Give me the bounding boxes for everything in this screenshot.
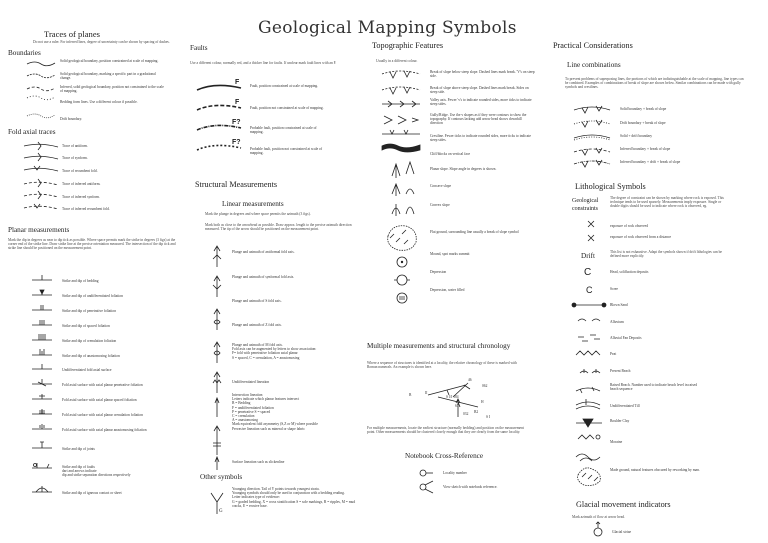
- axial-item: Trace of antiform.: [62, 144, 89, 148]
- axial-item: Trace of inferred synform.: [62, 195, 100, 199]
- drift-item: Scree: [610, 287, 618, 291]
- linear-item: Plunge and azimuth of S fold axis.: [232, 299, 282, 303]
- practical-note: To prevent problems of superposing lines, the portions of which are indistinguishable at the scale of mapping, line types can be combined. Examples of combinations of break of slope are shown below. Similar combinations can be made with gully symbols and crestlines.: [565, 77, 744, 90]
- svg-text:C: C: [584, 267, 592, 278]
- drift-item: Moraine: [610, 440, 623, 444]
- boundary-item: Inferred, solid geological boundary, position not constrained to the scale of mapping.: [60, 85, 164, 94]
- drift-item: Undifferentiated Till: [610, 404, 640, 408]
- glacial-heading: Glacial movement indicators: [576, 500, 671, 509]
- locality-circle: [420, 470, 426, 476]
- linear-item: Plunge and azimuth of M fold axis. Fold axis can be augmented by letters to show association: F= fold with penetrative foliation axial planar S = spaced, C = crenulation, A = anastomosing: [232, 343, 317, 360]
- svg-text:F?: F?: [232, 139, 241, 146]
- linear-item: Plunge and azimuth of antiformal fold axis.: [232, 250, 295, 254]
- linear-note: Mark the plunge in degrees and where space permits the azimuth (3 figs).: [205, 212, 311, 216]
- planar-item: Strike and dip of bedding: [62, 279, 99, 283]
- topo-item: Depression: [430, 270, 447, 274]
- drift-boundary-line: [27, 114, 55, 118]
- bedding-form-line: [27, 96, 55, 100]
- topo-item: Gully/Ridge. Use the v shapes as if they were contours to show the topography. If contours lacking add arrow head shows downhill direction: [430, 113, 527, 126]
- topo-item: Flat ground, surrounding line usually a break of slope symbol: [430, 230, 519, 234]
- antiform-arrows: [38, 142, 41, 150]
- chronology-label: 032: [463, 412, 469, 416]
- planar-item: Fold axial surface with axial planar penetrative foliation: [62, 383, 143, 387]
- solid-boundary-line: [27, 62, 55, 66]
- fault-item: Probable fault, position constrained at scale of mapping.: [250, 126, 317, 135]
- synform-axis-symbol: [213, 276, 221, 297]
- drift-note: This list is not exhaustive. Adapt the symbols shown if drift lithologies can be defined more explicitly.: [610, 250, 722, 259]
- linear-heading: Linear measurements: [222, 200, 284, 208]
- m-axis-symbol: [213, 372, 221, 393]
- drift-item: Made ground, natural features obscured by reworking by man.: [610, 468, 700, 472]
- combination-item: Solid + drift boundary: [620, 134, 653, 138]
- topo-item: Mound, spot marks summit: [430, 252, 470, 256]
- line-combinations-heading: Line combinations: [567, 61, 621, 69]
- combination-item: Inferred boundary + drift + break of slope: [620, 160, 681, 164]
- multiple-heading: Multiple measurements and structural chronology: [367, 342, 511, 350]
- topo-note: Usually in a different colour.: [376, 59, 418, 63]
- planar-heading: Planar measurements: [8, 226, 70, 234]
- drift-item: Alluvial Fan Deposits: [610, 336, 642, 340]
- fault-item: Probable fault, position not constrained at scale of mapping.: [250, 147, 323, 156]
- linear-note: Mark both as close to the arrowhead as possible. Draw approx. length to the precise azimuth direction measured. The tip of the arrow should be positioned on the measurement point.: [205, 223, 352, 232]
- notebook-symbols: [413, 468, 437, 494]
- drift-item: Blown Sand: [610, 303, 628, 307]
- combination-item: Solid boundary + break of slope: [620, 107, 667, 111]
- notebook-item: View sketch with notebook reference.: [443, 485, 498, 489]
- litho-heading: Lithological Symbols: [575, 182, 646, 191]
- topo-symbols: [378, 66, 424, 306]
- svg-text:G: G: [219, 509, 223, 514]
- chronology-label: B2: [474, 410, 479, 414]
- traces-note: Do not use a ruler. For inferred lines, degree of uncertainty can be shown by spacing of dashes.: [33, 40, 170, 44]
- boundary-item: Bedding form lines. Use a different colour if possible.: [60, 100, 138, 104]
- chronology-label: 67: [455, 404, 459, 408]
- linear-item: Plunge and azimuth of synformal fold axis.: [232, 275, 295, 279]
- topo-item: Planar slope. Slope angle in degrees is shown.: [430, 167, 497, 171]
- topo-item: Cliff/blocks on vertical face: [430, 152, 471, 156]
- faults-note: Use a different colour, normally red, and a thicker line for faults. If unclear mark fault lines with an F.: [190, 61, 337, 65]
- glacial-striae-symbol: [588, 522, 608, 540]
- topo-item: Valley axis. Fewer 'v's to indicate rounded sides, more ticks to indicate steep sides.: [430, 98, 532, 107]
- faults-heading: Faults: [190, 44, 208, 52]
- drift-item: Alluvium: [610, 320, 624, 324]
- fault-symbols: [195, 76, 245, 160]
- practical-heading: Practical Considerations: [553, 41, 633, 50]
- drift-item: Present Beach: [610, 369, 631, 373]
- fault-item: Fault, position not constrained at scale of mapping.: [250, 106, 324, 110]
- exposure-item: exposure of rock observed from a distance: [610, 235, 672, 239]
- linear-item: Undifferentiated lineation: [232, 380, 270, 384]
- boundary-item: Solid geological boundary, marking a specific part in a gradational change.: [60, 72, 156, 81]
- inferred-boundary-line: [27, 87, 55, 91]
- chronology-label: 062: [482, 384, 488, 388]
- glacial-note: Mark azimuth of flow at arrow head.: [572, 515, 625, 519]
- drift-label: Drift: [581, 252, 595, 260]
- drift-item: Raised Beach. Number used to indicate beach level in raised beach sequence: [610, 383, 698, 392]
- planar-item: Strike and dip of crenulation foliation: [62, 339, 117, 343]
- multiple-note: Where a sequence of structures is identified at a locality, the relative chronology of these is marked with Roman numerals. An example is shown here.: [367, 361, 517, 370]
- svg-text:F: F: [235, 79, 240, 86]
- planar-item: Strike and dip of joints: [62, 447, 95, 451]
- topo-item: Convex slope: [430, 203, 450, 207]
- page-title: Geological Mapping Symbols: [258, 18, 517, 38]
- planar-item: Fold axial surface with axial planar spaced foliation: [62, 398, 137, 402]
- svg-text:F: F: [235, 99, 240, 106]
- linear-item: Surface lineation such as slickenline: [232, 460, 285, 464]
- axial-trace-symbols: [22, 140, 60, 215]
- drift-symbols: [570, 265, 610, 495]
- planar-item: Strike and dip of faults dart and arrows indicate dip and strike separation directions respectively: [62, 465, 131, 478]
- drift-item: Boulder Clay: [610, 419, 630, 423]
- geo-constraints-note: The degree of constraint can be shown by marking where rock is exposed. This technique tends to be used sparsely. Measurements imply exposure. Single or double digits should be used to indicate where rock is observed, eg.: [610, 196, 724, 209]
- chronology-example: [408, 377, 508, 422]
- chronology-label: H: [481, 400, 484, 404]
- linear-symbols: [205, 245, 231, 470]
- chronology-label: S I: [486, 415, 491, 419]
- topo-item: Concave slope: [430, 184, 452, 188]
- traces-heading: Traces of planes: [44, 29, 101, 39]
- chronology-label: B: [409, 393, 412, 397]
- chronology-label: II: [425, 391, 428, 395]
- planar-item: Undifferentiated fold axial surface: [62, 368, 112, 372]
- planar-symbols: [30, 272, 54, 500]
- linear-item: Plunge and azimuth of Z fold axis.: [232, 323, 282, 327]
- planar-item: Strike and dip of anastomosing foliation: [62, 354, 120, 358]
- boundaries-heading: Boundaries: [8, 49, 41, 57]
- geo-constraints-label: Geological constraints: [572, 198, 599, 212]
- linear-item: Intersection lineation Letters indicate which planar features intersect B = Bedding F = undifferentiated foliation P = penetrative S = spaced C = crenulation A = anastomosing Mark equivalent fold asymmetry (S,Z or M) where possible Pervasive lineation such as mineral or shape fabric: [232, 393, 318, 431]
- boundary-item: Solid geological boundary, position constrained at scale of mapping.: [60, 59, 159, 63]
- combination-symbols: [572, 102, 612, 166]
- topo-item: Break of slope below steep slope. Dashed lines mark break. 'V's on steep side.: [430, 70, 535, 79]
- topo-item: Depression, water filled: [430, 288, 465, 292]
- combination-item: Drift boundary + break of slope: [620, 121, 666, 125]
- combination-item: Inferred boundary + break of slope: [620, 147, 671, 151]
- s-axis-symbol: [214, 309, 220, 330]
- planar-item: Strike and dip of undifferentiated foliation: [62, 294, 123, 298]
- axial-item: Trace of synform.: [62, 156, 88, 160]
- exposure-item: exposure of rock observed: [610, 224, 649, 228]
- multiple-note2: For multiple measurements, locate the earliest structure (normally bedding) and position on the measurement point. Other measurements should be clustered closely enough that they are clearly from the same locality.: [367, 426, 524, 435]
- svg-text:C: C: [586, 285, 593, 295]
- glacial-item: Glacial striae: [612, 530, 632, 534]
- axial-item: Trace of recumbent fold.: [62, 169, 98, 173]
- axial-item: Trace of inferred recumbent fold.: [62, 207, 110, 211]
- axial-item: Trace of inferred antiform.: [62, 182, 101, 186]
- lineation-symbol: [215, 398, 219, 417]
- gradational-boundary-line: [27, 74, 55, 78]
- boundary-lines: [25, 58, 55, 122]
- drift-item: Head, solifluction deposits: [610, 270, 649, 274]
- notebook-heading: Notebook Cross-Reference: [405, 452, 484, 460]
- topo-item: Crestline. Fewer ticks to indicate rounded sides, more ticks to indicate steep sides.: [430, 134, 531, 143]
- antiform-axis-symbol: [213, 246, 221, 267]
- structural-heading: Structural Measurements: [195, 180, 278, 189]
- synform-arrows: [38, 153, 41, 161]
- exposure-symbols: [585, 219, 597, 241]
- planar-item: Fold axial surface with axial planar anastomosing foliation: [62, 428, 147, 432]
- planar-note: Mark the dip in degrees as near to dip tick as possible. Where space permits mark the strike in degrees (3 figs) at the corner end of the strike line. Draw strike line at the precise orientation measured. The intersection of the dip tick and strike line should be positioned on the measurement point.: [8, 238, 176, 251]
- chronology-label: S I/I 184: [446, 395, 459, 399]
- intersection-lineation-symbol: [213, 426, 221, 455]
- topo-heading: Topographic Features: [372, 41, 444, 50]
- surface-lineation-symbol: [215, 457, 219, 470]
- planar-item: Strike and dip of igneous contact or sheet: [62, 491, 122, 495]
- axial-heading: Fold axial traces: [8, 128, 56, 136]
- topo-item: Break of slope above steep slope. Dashed lines mark break. Sides on steep side.: [430, 86, 529, 95]
- svg-text:F?: F?: [232, 119, 241, 126]
- planar-item: Fold axial surface with axial planar crenulation foliation: [62, 413, 143, 417]
- planar-item: Strike and dip of penetrative foliation: [62, 309, 116, 313]
- planar-item: Strike and dip of spaced foliation: [62, 324, 110, 328]
- fault-item: Fault, position constrained at scale of mapping.: [250, 84, 319, 88]
- younging-symbol: [207, 490, 227, 516]
- z-axis-symbol: [214, 342, 220, 363]
- boundary-item: Drift boundary.: [60, 117, 83, 121]
- notebook-item: Locality number: [443, 471, 467, 475]
- drift-item: Peat: [610, 352, 617, 356]
- other-item: Younging direction. Tail of Y points towards youngest strata. Younging symbols should only be used in conjunction with a bedding reading. Letter indicates type of evidence: G = graded bedding, X = cross stratification S = sole markings, R = ripples, M = mud cracks, E = erosive base.: [232, 487, 356, 508]
- other-heading: Other symbols: [200, 473, 243, 481]
- chronology-label: 46: [468, 378, 472, 382]
